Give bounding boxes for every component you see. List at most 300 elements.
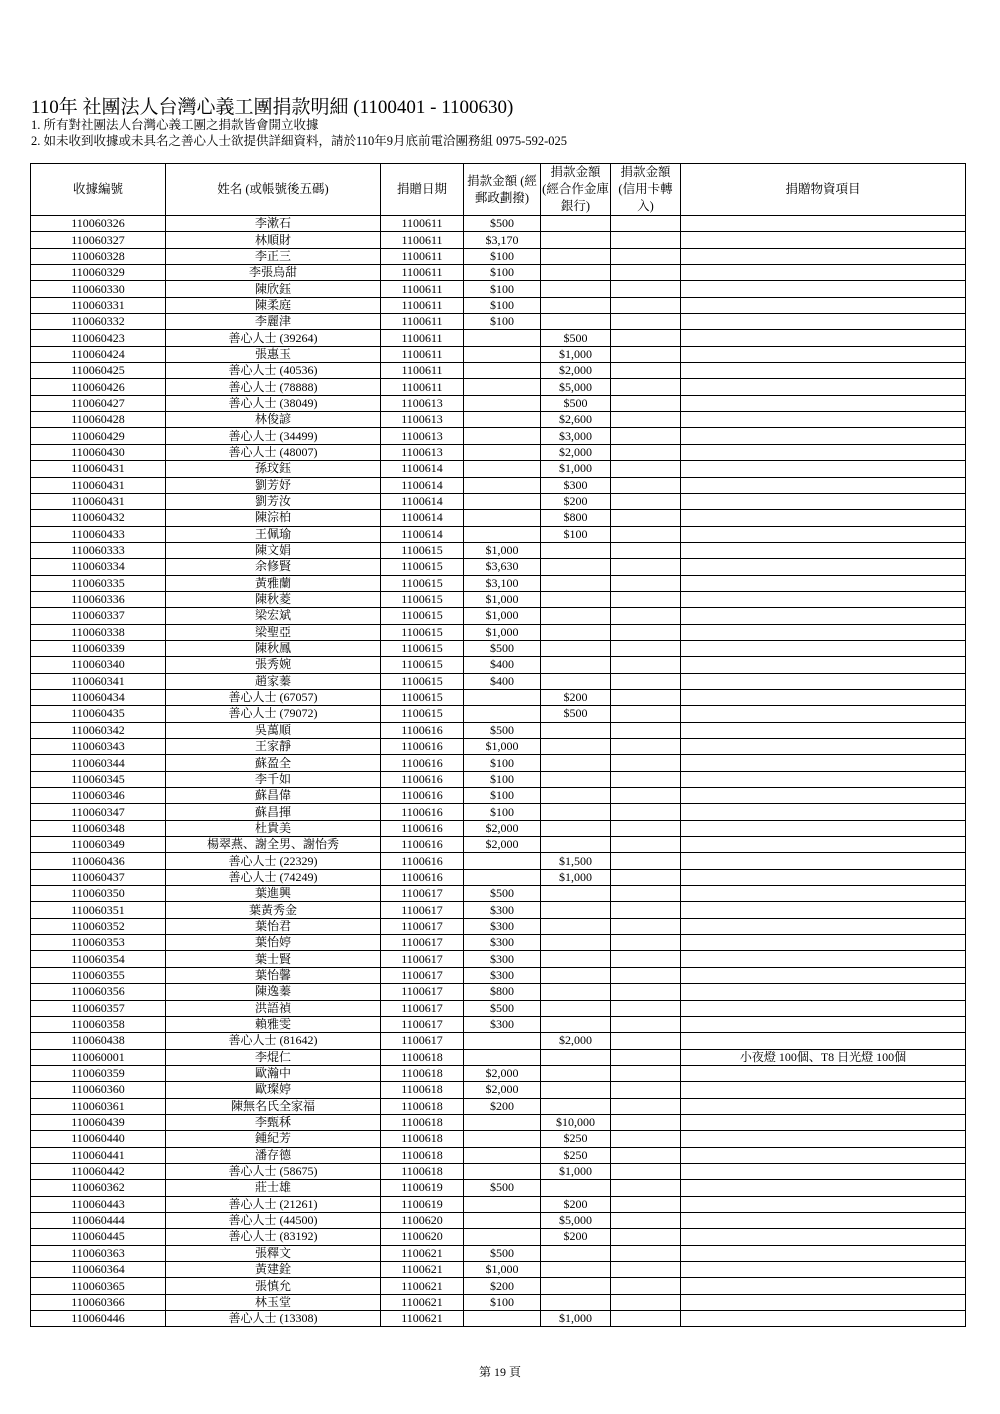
- postal-amount-cell: [464, 1049, 541, 1065]
- table-row: [31, 788, 966, 804]
- date-cell: 1100611: [381, 281, 464, 297]
- receipt-cell: 110060345: [31, 771, 166, 787]
- table-row: [31, 493, 966, 509]
- name-cell: 善心人士 (34499): [166, 428, 381, 444]
- name-cell: 王佩瑜: [166, 526, 381, 542]
- bank-amount-cell: [541, 232, 611, 248]
- bank-amount-cell: $200: [541, 689, 611, 705]
- name-cell: 張釋文: [166, 1245, 381, 1261]
- postal-amount-cell: $100: [464, 281, 541, 297]
- postal-amount-cell: [464, 1163, 541, 1179]
- receipt-cell: 110060340: [31, 657, 166, 673]
- date-cell: 1100611: [381, 248, 464, 264]
- postal-amount-cell: [464, 706, 541, 722]
- postal-amount-cell: [464, 477, 541, 493]
- credit-amount-cell: [611, 1049, 681, 1065]
- goods-cell: [681, 918, 966, 934]
- postal-amount-cell: $3,630: [464, 559, 541, 575]
- name-cell: 吳萬順: [166, 722, 381, 738]
- credit-amount-cell: [611, 1245, 681, 1261]
- bank-amount-cell: $200: [541, 1229, 611, 1245]
- name-cell: 孫玟鈺: [166, 461, 381, 477]
- credit-amount-cell: [611, 575, 681, 591]
- table-row: [31, 575, 966, 591]
- bank-amount-cell: [541, 951, 611, 967]
- goods-cell: [681, 1147, 966, 1163]
- postal-amount-cell: $300: [464, 935, 541, 951]
- goods-cell: [681, 330, 966, 346]
- bank-amount-cell: [541, 265, 611, 281]
- name-cell: 陳逸蓁: [166, 984, 381, 1000]
- table-row: [31, 1049, 966, 1065]
- postal-amount-cell: $100: [464, 248, 541, 264]
- date-cell: 1100611: [381, 297, 464, 313]
- date-cell: 1100615: [381, 559, 464, 575]
- credit-amount-cell: [611, 657, 681, 673]
- bank-amount-cell: [541, 640, 611, 656]
- postal-amount-cell: $1,000: [464, 591, 541, 607]
- table-row: [31, 869, 966, 885]
- table-row: [31, 967, 966, 983]
- postal-amount-cell: $200: [464, 1098, 541, 1114]
- postal-amount-cell: [464, 379, 541, 395]
- donation-table: [30, 163, 966, 1327]
- date-cell: 1100617: [381, 1000, 464, 1016]
- credit-amount-cell: [611, 1065, 681, 1081]
- receipt-cell: 110060438: [31, 1033, 166, 1049]
- table-row: [31, 902, 966, 918]
- receipt-cell: 110060351: [31, 902, 166, 918]
- bank-amount-cell: [541, 739, 611, 755]
- bank-amount-cell: $2,600: [541, 412, 611, 428]
- postal-amount-cell: $100: [464, 788, 541, 804]
- postal-amount-cell: [464, 853, 541, 869]
- bank-amount-cell: $300: [541, 477, 611, 493]
- credit-amount-cell: [611, 918, 681, 934]
- name-cell: 葉黃秀金: [166, 902, 381, 918]
- credit-amount-cell: [611, 951, 681, 967]
- table-row: [31, 591, 966, 607]
- goods-cell: [681, 984, 966, 1000]
- date-cell: 1100616: [381, 837, 464, 853]
- goods-cell: [681, 935, 966, 951]
- receipt-cell: 110060437: [31, 869, 166, 885]
- date-cell: 1100611: [381, 314, 464, 330]
- postal-amount-cell: $1,000: [464, 739, 541, 755]
- bank-amount-cell: $2,000: [541, 444, 611, 460]
- date-cell: 1100616: [381, 722, 464, 738]
- table-row: [31, 330, 966, 346]
- receipt-cell: 110060431: [31, 461, 166, 477]
- goods-cell: [681, 1163, 966, 1179]
- receipt-cell: 110060328: [31, 248, 166, 264]
- table-row: [31, 297, 966, 313]
- table-row: [31, 706, 966, 722]
- postal-amount-cell: $3,100: [464, 575, 541, 591]
- date-cell: 1100616: [381, 788, 464, 804]
- receipt-cell: 110060337: [31, 608, 166, 624]
- credit-amount-cell: [611, 346, 681, 362]
- postal-amount-cell: $300: [464, 951, 541, 967]
- postal-amount-cell: $100: [464, 804, 541, 820]
- bank-amount-cell: $1,000: [541, 461, 611, 477]
- header-date: 捐贈日期: [381, 164, 464, 216]
- receipt-cell: 110060349: [31, 837, 166, 853]
- postal-amount-cell: [464, 510, 541, 526]
- bank-amount-cell: [541, 608, 611, 624]
- postal-amount-cell: $300: [464, 1016, 541, 1032]
- name-cell: 李正三: [166, 248, 381, 264]
- name-cell: 歐瀚中: [166, 1065, 381, 1081]
- bank-amount-cell: [541, 902, 611, 918]
- name-cell: 善心人士 (79072): [166, 706, 381, 722]
- bank-amount-cell: [541, 984, 611, 1000]
- bank-amount-cell: [541, 722, 611, 738]
- postal-amount-cell: $500: [464, 722, 541, 738]
- name-cell: 善心人士 (58675): [166, 1163, 381, 1179]
- bank-amount-cell: [541, 755, 611, 771]
- name-cell: 歐璨婷: [166, 1082, 381, 1098]
- date-cell: 1100618: [381, 1114, 464, 1130]
- credit-amount-cell: [611, 1000, 681, 1016]
- goods-cell: [681, 1180, 966, 1196]
- credit-amount-cell: [611, 640, 681, 656]
- table-row: [31, 232, 966, 248]
- postal-amount-cell: $500: [464, 216, 541, 232]
- name-cell: 陳文娟: [166, 542, 381, 558]
- name-cell: 善心人士 (21261): [166, 1196, 381, 1212]
- bank-amount-cell: [541, 657, 611, 673]
- name-cell: 張惠玉: [166, 346, 381, 362]
- table-row: [31, 1098, 966, 1114]
- date-cell: 1100611: [381, 232, 464, 248]
- name-cell: 林俊諺: [166, 412, 381, 428]
- credit-amount-cell: [611, 984, 681, 1000]
- date-cell: 1100617: [381, 935, 464, 951]
- postal-amount-cell: [464, 1131, 541, 1147]
- receipt-cell: 110060366: [31, 1294, 166, 1310]
- credit-amount-cell: [611, 591, 681, 607]
- table-row: [31, 510, 966, 526]
- name-cell: 莊士雄: [166, 1180, 381, 1196]
- postal-amount-cell: $300: [464, 918, 541, 934]
- credit-amount-cell: [611, 1294, 681, 1310]
- table-row: [31, 346, 966, 362]
- goods-cell: [681, 314, 966, 330]
- table-row: [31, 624, 966, 640]
- date-cell: 1100619: [381, 1196, 464, 1212]
- date-cell: 1100613: [381, 444, 464, 460]
- bank-amount-cell: [541, 1262, 611, 1278]
- credit-amount-cell: [611, 935, 681, 951]
- postal-amount-cell: $300: [464, 967, 541, 983]
- date-cell: 1100616: [381, 771, 464, 787]
- date-cell: 1100615: [381, 657, 464, 673]
- table-row: [31, 559, 966, 575]
- receipt-cell: 110060430: [31, 444, 166, 460]
- receipt-cell: 110060426: [31, 379, 166, 395]
- postal-amount-cell: $300: [464, 902, 541, 918]
- receipt-cell: 110060359: [31, 1065, 166, 1081]
- receipt-cell: 110060363: [31, 1245, 166, 1261]
- goods-cell: [681, 967, 966, 983]
- postal-amount-cell: $1,000: [464, 608, 541, 624]
- header-goods: 捐贈物資項目: [681, 164, 966, 216]
- receipt-cell: 110060326: [31, 216, 166, 232]
- credit-amount-cell: [611, 1082, 681, 1098]
- receipt-cell: 110060329: [31, 265, 166, 281]
- table-row: [31, 640, 966, 656]
- table-row: [31, 1278, 966, 1294]
- table-row: [31, 1180, 966, 1196]
- credit-amount-cell: [611, 820, 681, 836]
- name-cell: 梁聖亞: [166, 624, 381, 640]
- receipt-cell: 110060336: [31, 591, 166, 607]
- credit-amount-cell: [611, 804, 681, 820]
- postal-amount-cell: $1,000: [464, 1262, 541, 1278]
- date-cell: 1100614: [381, 526, 464, 542]
- name-cell: 善心人士 (22329): [166, 853, 381, 869]
- goods-cell: [681, 1082, 966, 1098]
- table-row: [31, 755, 966, 771]
- table-row: [31, 1262, 966, 1278]
- credit-amount-cell: [611, 608, 681, 624]
- credit-amount-cell: [611, 232, 681, 248]
- receipt-cell: 110060364: [31, 1262, 166, 1278]
- bank-amount-cell: [541, 591, 611, 607]
- receipt-cell: 110060424: [31, 346, 166, 362]
- bank-amount-cell: [541, 248, 611, 264]
- bank-amount-cell: $5,000: [541, 379, 611, 395]
- name-cell: 李甄秝: [166, 1114, 381, 1130]
- receipt-cell: 110060432: [31, 510, 166, 526]
- receipt-cell: 110060334: [31, 559, 166, 575]
- postal-amount-cell: [464, 869, 541, 885]
- credit-amount-cell: [611, 853, 681, 869]
- credit-amount-cell: [611, 330, 681, 346]
- date-cell: 1100614: [381, 461, 464, 477]
- postal-amount-cell: $200: [464, 1278, 541, 1294]
- receipt-cell: 110060433: [31, 526, 166, 542]
- credit-amount-cell: [611, 428, 681, 444]
- receipt-cell: 110060427: [31, 395, 166, 411]
- date-cell: 1100617: [381, 886, 464, 902]
- note-receipt: 1. 所有對社團法人台灣心義工團之捐款皆會開立收據: [31, 118, 319, 132]
- name-cell: 鍾紀芳: [166, 1131, 381, 1147]
- bank-amount-cell: $100: [541, 526, 611, 542]
- table-row: [31, 657, 966, 673]
- postal-amount-cell: $100: [464, 755, 541, 771]
- postal-amount-cell: [464, 1147, 541, 1163]
- name-cell: 善心人士 (13308): [166, 1311, 381, 1327]
- bank-amount-cell: $1,000: [541, 346, 611, 362]
- date-cell: 1100611: [381, 379, 464, 395]
- goods-cell: [681, 1212, 966, 1228]
- goods-cell: [681, 363, 966, 379]
- postal-amount-cell: [464, 1033, 541, 1049]
- name-cell: 余修賢: [166, 559, 381, 575]
- bank-amount-cell: $3,000: [541, 428, 611, 444]
- goods-cell: [681, 820, 966, 836]
- table-row: [31, 477, 966, 493]
- name-cell: 李張烏甜: [166, 265, 381, 281]
- goods-cell: [681, 1098, 966, 1114]
- table-row: [31, 984, 966, 1000]
- goods-cell: [681, 575, 966, 591]
- name-cell: 善心人士 (81642): [166, 1033, 381, 1049]
- credit-amount-cell: [611, 1311, 681, 1327]
- bank-amount-cell: [541, 542, 611, 558]
- table-row: [31, 1065, 966, 1081]
- goods-cell: [681, 216, 966, 232]
- table-row: [31, 314, 966, 330]
- credit-amount-cell: [611, 510, 681, 526]
- name-cell: 陳無名氏全家福: [166, 1098, 381, 1114]
- name-cell: 李麗津: [166, 314, 381, 330]
- receipt-cell: 110060423: [31, 330, 166, 346]
- postal-amount-cell: $100: [464, 771, 541, 787]
- table-row: [31, 1016, 966, 1032]
- receipt-cell: 110060431: [31, 493, 166, 509]
- table-row: [31, 395, 966, 411]
- table-row: [31, 428, 966, 444]
- name-cell: 陳秋菱: [166, 591, 381, 607]
- date-cell: 1100615: [381, 591, 464, 607]
- date-cell: 1100614: [381, 510, 464, 526]
- table-header-row: [31, 164, 966, 216]
- date-cell: 1100611: [381, 265, 464, 281]
- credit-amount-cell: [611, 739, 681, 755]
- table-row: [31, 886, 966, 902]
- receipt-cell: 110060358: [31, 1016, 166, 1032]
- page-number: 第 19 頁: [478, 1365, 521, 1379]
- credit-amount-cell: [611, 967, 681, 983]
- bank-amount-cell: [541, 1000, 611, 1016]
- goods-cell: [681, 248, 966, 264]
- name-cell: 劉芳汝: [166, 493, 381, 509]
- bank-amount-cell: $2,000: [541, 363, 611, 379]
- goods-cell: [681, 689, 966, 705]
- date-cell: 1100618: [381, 1049, 464, 1065]
- date-cell: 1100621: [381, 1245, 464, 1261]
- name-cell: 李千如: [166, 771, 381, 787]
- bank-amount-cell: $500: [541, 330, 611, 346]
- credit-amount-cell: [611, 886, 681, 902]
- table-row: [31, 673, 966, 689]
- date-cell: 1100615: [381, 624, 464, 640]
- postal-amount-cell: $100: [464, 314, 541, 330]
- name-cell: 善心人士 (48007): [166, 444, 381, 460]
- receipt-cell: 110060341: [31, 673, 166, 689]
- postal-amount-cell: $500: [464, 886, 541, 902]
- name-cell: 陳秋鳳: [166, 640, 381, 656]
- goods-cell: [681, 624, 966, 640]
- table-row: [31, 248, 966, 264]
- date-cell: 1100617: [381, 902, 464, 918]
- postal-amount-cell: [464, 1229, 541, 1245]
- name-cell: 善心人士 (74249): [166, 869, 381, 885]
- goods-cell: [681, 542, 966, 558]
- date-cell: 1100611: [381, 346, 464, 362]
- date-cell: 1100613: [381, 412, 464, 428]
- receipt-cell: 110060339: [31, 640, 166, 656]
- header-receipt: 收據編號: [31, 164, 166, 216]
- postal-amount-cell: [464, 412, 541, 428]
- goods-cell: [681, 526, 966, 542]
- bank-amount-cell: $1,500: [541, 853, 611, 869]
- receipt-cell: 110060436: [31, 853, 166, 869]
- goods-cell: 小夜燈 100個、T8 日光燈 100個: [681, 1049, 966, 1065]
- receipt-cell: 110060362: [31, 1180, 166, 1196]
- bank-amount-cell: $1,000: [541, 869, 611, 885]
- date-cell: 1100616: [381, 739, 464, 755]
- table-body: [31, 216, 966, 1327]
- goods-cell: [681, 886, 966, 902]
- table-row: [31, 412, 966, 428]
- receipt-cell: 110060445: [31, 1229, 166, 1245]
- bank-amount-cell: [541, 804, 611, 820]
- table-row: [31, 935, 966, 951]
- date-cell: 1100617: [381, 1016, 464, 1032]
- goods-cell: [681, 265, 966, 281]
- credit-amount-cell: [611, 559, 681, 575]
- receipt-cell: 110060444: [31, 1212, 166, 1228]
- date-cell: 1100616: [381, 869, 464, 885]
- header-bank: 捐款金額 (經合作金庫銀行): [541, 164, 611, 216]
- credit-amount-cell: [611, 1163, 681, 1179]
- receipt-cell: 110060352: [31, 918, 166, 934]
- name-cell: 善心人士 (44500): [166, 1212, 381, 1228]
- postal-amount-cell: [464, 330, 541, 346]
- date-cell: 1100616: [381, 804, 464, 820]
- bank-amount-cell: [541, 1065, 611, 1081]
- table-row: [31, 1000, 966, 1016]
- table-row: [31, 918, 966, 934]
- postal-amount-cell: [464, 395, 541, 411]
- table-row: [31, 951, 966, 967]
- goods-cell: [681, 902, 966, 918]
- credit-amount-cell: [611, 1229, 681, 1245]
- postal-amount-cell: $2,000: [464, 1082, 541, 1098]
- date-cell: 1100621: [381, 1311, 464, 1327]
- date-cell: 1100615: [381, 673, 464, 689]
- header-postal: 捐款金額 (經郵政劃撥): [464, 164, 541, 216]
- receipt-cell: 110060434: [31, 689, 166, 705]
- receipt-cell: 110060446: [31, 1311, 166, 1327]
- credit-amount-cell: [611, 771, 681, 787]
- date-cell: 1100614: [381, 493, 464, 509]
- credit-amount-cell: [611, 1147, 681, 1163]
- goods-cell: [681, 1262, 966, 1278]
- bank-amount-cell: $1,000: [541, 1311, 611, 1327]
- credit-amount-cell: [611, 706, 681, 722]
- name-cell: 李焜仁: [166, 1049, 381, 1065]
- bank-amount-cell: [541, 1049, 611, 1065]
- name-cell: 善心人士 (38049): [166, 395, 381, 411]
- receipt-cell: 110060344: [31, 755, 166, 771]
- goods-cell: [681, 428, 966, 444]
- credit-amount-cell: [611, 216, 681, 232]
- name-cell: 劉芳妤: [166, 477, 381, 493]
- name-cell: 葉怡君: [166, 918, 381, 934]
- goods-cell: [681, 640, 966, 656]
- goods-cell: [681, 1114, 966, 1130]
- date-cell: 1100616: [381, 820, 464, 836]
- table-row: [31, 265, 966, 281]
- table-row: [31, 1114, 966, 1130]
- header-name: 姓名 (或帳號後五碼): [166, 164, 381, 216]
- header-credit: 捐款金額 (信用卡轉入): [611, 164, 681, 216]
